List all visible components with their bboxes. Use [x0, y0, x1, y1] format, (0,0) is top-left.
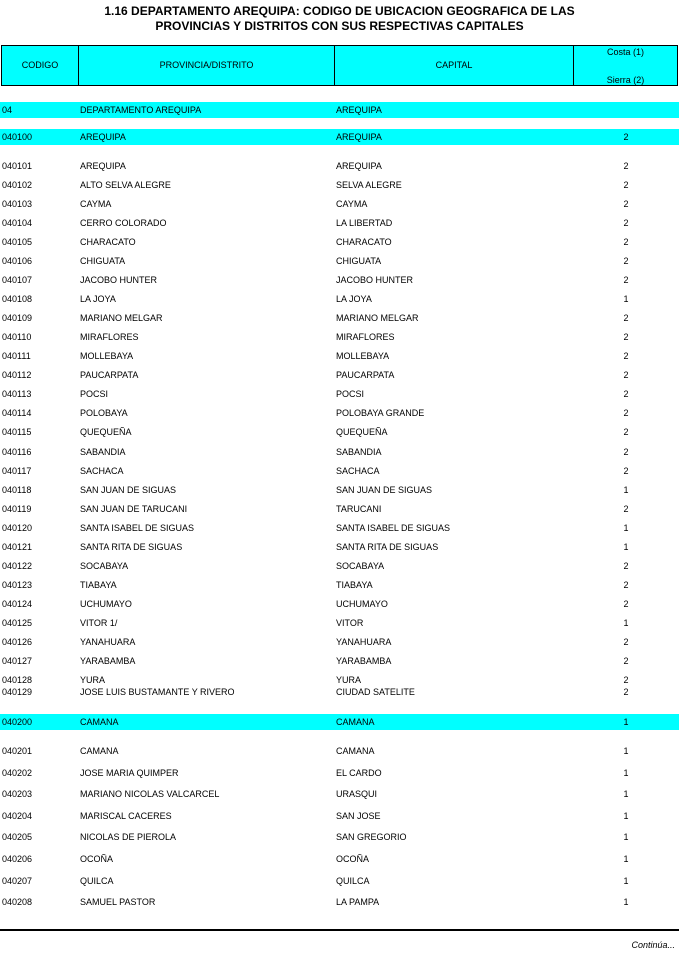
table-row	[0, 198, 679, 210]
cell-capital: CAYMA	[336, 199, 368, 209]
table-row	[0, 896, 679, 908]
cell-codigo: 040106	[2, 256, 33, 266]
header-provincia-label: PROVINCIA/DISTRITO	[159, 60, 254, 70]
cell-capital: CAMANA	[336, 717, 375, 727]
cell-region: 2	[623, 637, 629, 647]
cell-capital: CAMANA	[336, 746, 375, 756]
cell-capital: QUEQUEÑA	[336, 427, 388, 437]
cell-capital: OCOÑA	[336, 854, 370, 864]
table-row	[0, 446, 679, 458]
cell-region: 2	[623, 161, 629, 171]
table-row	[0, 579, 679, 591]
cell-nombre: SANTA RITA DE SIGUAS	[80, 542, 183, 552]
cell-capital: SAN GREGORIO	[336, 832, 407, 842]
cell-capital: SANTA RITA DE SIGUAS	[336, 542, 439, 552]
cell-nombre: YURA	[80, 675, 106, 685]
cell-nombre: YANAHUARA	[80, 637, 136, 647]
cell-region: 2	[623, 351, 629, 361]
cell-capital: SOCABAYA	[336, 561, 385, 571]
cell-nombre: MIRAFLORES	[80, 332, 139, 342]
cell-nombre: CHARACATO	[80, 237, 136, 247]
cell-nombre: MARIANO MELGAR	[80, 313, 163, 323]
cell-region: 2	[623, 132, 629, 142]
cell-region: 2	[623, 180, 629, 190]
cell-codigo: 040203	[2, 789, 33, 799]
header-costa-label: Costa (1)	[606, 47, 644, 57]
table-row	[0, 617, 679, 629]
cell-nombre: NICOLAS DE PIEROLA	[80, 832, 177, 842]
cell-codigo: 040208	[2, 897, 33, 907]
table-row	[0, 636, 679, 648]
cell-nombre: TIABAYA	[80, 580, 117, 590]
cell-codigo: 040205	[2, 832, 33, 842]
cell-capital: MOLLEBAYA	[336, 351, 390, 361]
table-row	[0, 388, 679, 400]
table-row	[0, 160, 679, 172]
table-row	[0, 853, 679, 865]
cell-region: 2	[623, 687, 629, 697]
table-row	[0, 875, 679, 887]
cell-region: 2	[623, 275, 629, 285]
cell-nombre: MARISCAL CACERES	[80, 811, 172, 821]
cell-region: 2	[623, 408, 629, 418]
cell-codigo: 040114	[2, 408, 32, 418]
cell-region: 1	[623, 854, 629, 864]
cell-codigo: 040109	[2, 313, 33, 323]
header-region	[574, 46, 677, 85]
cell-region: 1	[623, 832, 629, 842]
cell-nombre: PAUCARPATA	[80, 370, 139, 380]
cell-region: 2	[623, 427, 629, 437]
cell-codigo: 040128	[2, 675, 33, 685]
cell-capital: POCSI	[336, 389, 365, 399]
table-header	[1, 45, 678, 86]
cell-region: 1	[623, 746, 629, 756]
header-capital	[335, 46, 574, 85]
table-row	[0, 541, 679, 553]
table-row	[0, 831, 679, 843]
cell-capital: JACOBO HUNTER	[336, 275, 414, 285]
table-row	[0, 255, 679, 267]
cell-capital: SELVA ALEGRE	[336, 180, 402, 190]
cell-region: 1	[623, 768, 629, 778]
continua-note: Continúa...	[631, 940, 675, 950]
cell-codigo: 040202	[2, 768, 33, 778]
table-row	[0, 217, 679, 229]
cell-nombre: AREQUIPA	[80, 132, 126, 142]
table-row	[0, 274, 679, 286]
cell-codigo: 040125	[2, 618, 33, 628]
table-row	[0, 350, 679, 362]
cell-nombre: MARIANO NICOLAS VALCARCEL	[80, 789, 220, 799]
cell-nombre: AREQUIPA	[80, 161, 126, 171]
cell-codigo: 040100	[2, 132, 33, 142]
cell-nombre: ALTO SELVA ALEGRE	[80, 180, 171, 190]
table-row	[0, 407, 679, 419]
title-line-2: PROVINCIAS Y DISTRITOS CON SUS RESPECTIVAS CAPITALES	[155, 19, 524, 33]
cell-nombre: SAN JUAN DE SIGUAS	[80, 485, 177, 495]
cell-codigo: 040129	[2, 687, 33, 697]
cell-codigo: 040124	[2, 599, 33, 609]
header-codigo-label: CODIGO	[21, 60, 59, 70]
cell-codigo: 040119	[2, 504, 32, 514]
cell-codigo: 040123	[2, 580, 33, 590]
cell-region: 2	[623, 332, 629, 342]
cell-codigo: 040116	[2, 447, 32, 457]
table-row	[0, 465, 679, 477]
table-row	[0, 369, 679, 381]
table-row	[0, 131, 679, 143]
cell-region: 2	[623, 370, 629, 380]
cell-codigo: 040120	[2, 523, 33, 533]
table-row	[0, 810, 679, 822]
cell-nombre: JOSE LUIS BUSTAMANTE Y RIVERO	[80, 687, 235, 697]
cell-nombre: SANTA ISABEL DE SIGUAS	[80, 523, 195, 533]
table-row	[0, 484, 679, 496]
header-sierra-label: Sierra (2)	[606, 75, 645, 85]
cell-nombre: CAMANA	[80, 717, 119, 727]
cell-codigo: 040101	[2, 161, 33, 171]
cell-codigo: 040107	[2, 275, 33, 285]
cell-region: 2	[623, 656, 629, 666]
cell-capital: TARUCANI	[336, 504, 382, 514]
cell-capital: YANAHUARA	[336, 637, 392, 647]
table-row	[0, 179, 679, 191]
cell-codigo: 040112	[2, 370, 32, 380]
cell-codigo: 040127	[2, 656, 33, 666]
cell-codigo: 040118	[2, 485, 32, 495]
table-row	[0, 236, 679, 248]
cell-nombre: LA JOYA	[80, 294, 116, 304]
cell-capital: QUILCA	[336, 876, 370, 886]
cell-capital: PAUCARPATA	[336, 370, 395, 380]
cell-region: 2	[623, 599, 629, 609]
cell-capital: LA JOYA	[336, 294, 372, 304]
cell-nombre: SACHACA	[80, 466, 124, 476]
cell-nombre: CAYMA	[80, 199, 112, 209]
cell-nombre: QUILCA	[80, 876, 114, 886]
cell-codigo: 040201	[2, 746, 33, 756]
cell-region: 2	[623, 256, 629, 266]
cell-capital: CHIGUATA	[336, 256, 382, 266]
cell-codigo: 040103	[2, 199, 33, 209]
cell-region: 2	[623, 237, 629, 247]
cell-region: 2	[623, 561, 629, 571]
cell-capital: MIRAFLORES	[336, 332, 395, 342]
cell-region: 2	[623, 675, 629, 685]
cell-capital: POLOBAYA GRANDE	[336, 408, 425, 418]
cell-nombre: JACOBO HUNTER	[80, 275, 158, 285]
cell-nombre: SAN JUAN DE TARUCANI	[80, 504, 188, 514]
cell-codigo: 040102	[2, 180, 33, 190]
footer-rule	[0, 929, 679, 931]
cell-nombre: OCOÑA	[80, 854, 114, 864]
cell-nombre: CHIGUATA	[80, 256, 126, 266]
cell-codigo: 040204	[2, 811, 33, 821]
cell-capital: LA LIBERTAD	[336, 218, 393, 228]
table-row	[0, 745, 679, 757]
cell-nombre: SOCABAYA	[80, 561, 129, 571]
table-row	[0, 104, 679, 116]
cell-capital: SAN JUAN DE SIGUAS	[336, 485, 433, 495]
cell-codigo: 040113	[2, 389, 32, 399]
cell-nombre: CERRO COLORADO	[80, 218, 167, 228]
cell-capital: EL CARDO	[336, 768, 382, 778]
table-row	[0, 716, 679, 728]
cell-codigo: 040105	[2, 237, 33, 247]
cell-region: 1	[623, 542, 629, 552]
table-row	[0, 767, 679, 779]
cell-capital: UCHUMAYO	[336, 599, 388, 609]
table-row	[0, 655, 679, 667]
cell-capital: CHARACATO	[336, 237, 392, 247]
cell-region: 1	[623, 523, 629, 533]
cell-capital: YARABAMBA	[336, 656, 392, 666]
cell-region: 1	[623, 717, 629, 727]
header-codigo	[2, 46, 79, 85]
cell-codigo: 040206	[2, 854, 33, 864]
cell-capital: VITOR	[336, 618, 364, 628]
table-row	[0, 788, 679, 800]
header-capital-label: CAPITAL	[435, 60, 473, 70]
cell-region: 1	[623, 789, 629, 799]
cell-region: 1	[623, 294, 629, 304]
cell-capital: AREQUIPA	[336, 161, 382, 171]
cell-codigo: 040115	[2, 427, 32, 437]
table-row	[0, 560, 679, 572]
cell-region: 2	[623, 504, 629, 514]
cell-region: 2	[623, 313, 629, 323]
cell-nombre: JOSE MARIA QUIMPER	[80, 768, 179, 778]
header-provincia	[79, 46, 335, 85]
title-line-1: 1.16 DEPARTAMENTO AREQUIPA: CODIGO DE UBICACION GEOGRAFICA DE LAS	[104, 4, 575, 18]
table-row	[0, 674, 679, 686]
cell-capital: TIABAYA	[336, 580, 373, 590]
cell-capital: LA PAMPA	[336, 897, 380, 907]
cell-region: 1	[623, 618, 629, 628]
cell-nombre: POLOBAYA	[80, 408, 128, 418]
table-row	[0, 293, 679, 305]
cell-capital: AREQUIPA	[336, 132, 382, 142]
table-row	[0, 312, 679, 324]
page-title	[0, 4, 679, 34]
cell-region: 2	[623, 580, 629, 590]
cell-capital: YURA	[336, 675, 362, 685]
table-row	[0, 686, 679, 698]
cell-region: 2	[623, 466, 629, 476]
cell-region: 1	[623, 485, 629, 495]
table-row	[0, 503, 679, 515]
cell-capital: CIUDAD SATELITE	[336, 687, 415, 697]
cell-codigo: 040117	[2, 466, 32, 476]
cell-nombre: QUEQUEÑA	[80, 427, 132, 437]
cell-codigo: 040207	[2, 876, 33, 886]
cell-codigo: 040111	[2, 351, 31, 361]
cell-codigo: 04	[2, 105, 13, 115]
cell-nombre: UCHUMAYO	[80, 599, 132, 609]
table-row	[0, 426, 679, 438]
cell-nombre: DEPARTAMENTO AREQUIPA	[80, 105, 202, 115]
cell-capital: SACHACA	[336, 466, 380, 476]
cell-capital: SANTA ISABEL DE SIGUAS	[336, 523, 451, 533]
cell-nombre: YARABAMBA	[80, 656, 136, 666]
cell-capital: SABANDIA	[336, 447, 382, 457]
table-row	[0, 522, 679, 534]
cell-nombre: POCSI	[80, 389, 109, 399]
cell-nombre: CAMANA	[80, 746, 119, 756]
table-row	[0, 331, 679, 343]
cell-capital: AREQUIPA	[336, 105, 382, 115]
cell-region: 1	[623, 811, 629, 821]
cell-codigo: 040122	[2, 561, 33, 571]
cell-codigo: 040110	[2, 332, 32, 342]
cell-nombre: SABANDIA	[80, 447, 126, 457]
cell-nombre: VITOR 1/	[80, 618, 118, 628]
cell-capital: URASQUI	[336, 789, 378, 799]
cell-codigo: 040121	[2, 542, 33, 552]
cell-region: 2	[623, 389, 629, 399]
cell-region: 2	[623, 218, 629, 228]
cell-codigo: 040108	[2, 294, 33, 304]
cell-codigo: 040126	[2, 637, 33, 647]
cell-nombre: MOLLEBAYA	[80, 351, 134, 361]
cell-codigo: 040200	[2, 717, 33, 727]
table-row	[0, 598, 679, 610]
cell-nombre: SAMUEL PASTOR	[80, 897, 156, 907]
cell-capital: SAN JOSE	[336, 811, 381, 821]
cell-region: 2	[623, 447, 629, 457]
cell-region: 1	[623, 897, 629, 907]
cell-capital: MARIANO MELGAR	[336, 313, 419, 323]
cell-region: 1	[623, 876, 629, 886]
cell-codigo: 040104	[2, 218, 33, 228]
cell-region: 2	[623, 199, 629, 209]
